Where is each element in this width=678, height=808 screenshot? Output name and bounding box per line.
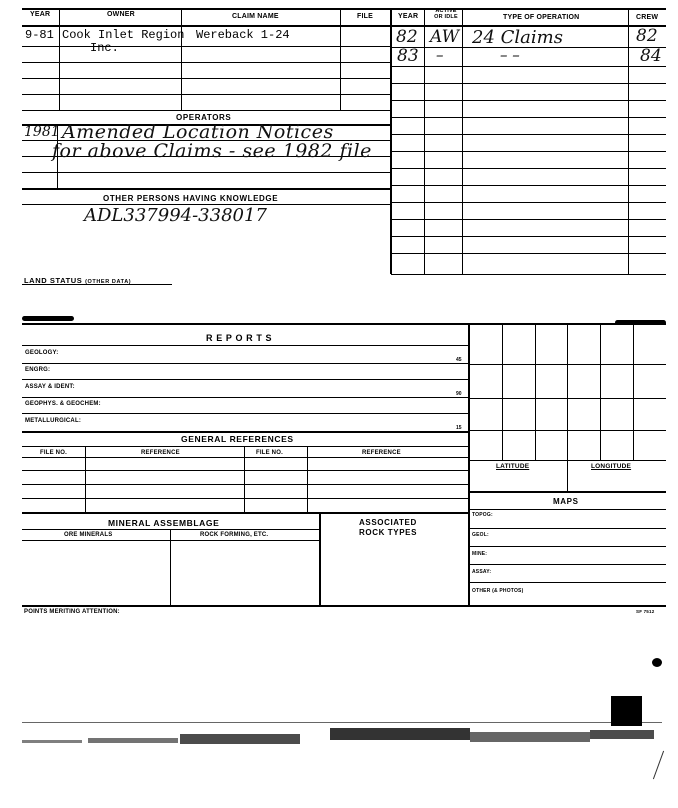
maps-assay: ASSAY: bbox=[472, 569, 492, 575]
header-year: YEAR bbox=[30, 11, 51, 18]
activity-2-year: 83 bbox=[397, 46, 419, 66]
other-persons-value: ADL337994-338017 bbox=[84, 205, 267, 226]
report-metallurgical-label: METALLURGICAL: bbox=[25, 418, 82, 424]
activity-1-status: AW bbox=[430, 27, 460, 47]
header-crew: CREW bbox=[636, 14, 659, 21]
entry-year: 9-81 bbox=[25, 28, 54, 42]
activity-1-year: 82 bbox=[396, 27, 418, 47]
associated-rock-types-line2: ROCK TYPES bbox=[359, 528, 418, 537]
header-type-of-operation: TYPE OF OPERATION bbox=[503, 14, 580, 21]
maps-title: MAPS bbox=[553, 497, 579, 506]
report-engrg-label: ENGRG: bbox=[25, 367, 51, 373]
operators-title: OPERATORS bbox=[176, 113, 232, 122]
form-id: SF 7512 bbox=[636, 609, 655, 614]
rock-forming-label: ROCK FORMING, ETC. bbox=[200, 532, 269, 538]
header-owner: OWNER bbox=[107, 11, 135, 18]
operators-year: 1981 bbox=[24, 124, 60, 140]
activity-1-operation: 24 Claims bbox=[472, 27, 563, 48]
report-geophys-label: GEOPHYS. & GEOCHEM: bbox=[25, 401, 101, 407]
maps-topog: TOPOG: bbox=[472, 512, 493, 518]
gr-col-reference-1: REFERENCE bbox=[141, 450, 180, 456]
activity-2-status: – bbox=[436, 46, 444, 64]
entry-owner-line1: Cook Inlet Region bbox=[62, 28, 185, 42]
operators-note-line1: Amended Location Notices bbox=[62, 121, 334, 143]
entry-owner-line2: Inc. bbox=[90, 41, 119, 55]
header-year-2: YEAR bbox=[398, 13, 419, 20]
mineral-assemblage-title: MINERAL ASSEMBLAGE bbox=[108, 518, 220, 528]
header-file: FILE bbox=[357, 13, 373, 20]
activity-1-crew: 82 bbox=[636, 26, 658, 46]
other-persons-title: OTHER PERSONS HAVING KNOWLEDGE bbox=[103, 194, 279, 203]
associated-rock-types-line1: ASSOCIATED bbox=[359, 518, 417, 527]
ore-minerals-label: ORE MINERALS bbox=[64, 532, 113, 538]
activity-2-operation: – – bbox=[500, 46, 520, 64]
header-claim-name: CLAIM NAME bbox=[232, 13, 279, 20]
general-references-title: GENERAL REFERENCES bbox=[181, 434, 294, 444]
operators-note-line2: for above Claims - see 1982 file bbox=[52, 140, 372, 162]
longitude-label: LONGITUDE bbox=[591, 463, 632, 470]
latitude-label: LATITUDE bbox=[496, 463, 530, 470]
report-assay-label: ASSAY & IDENT: bbox=[25, 384, 75, 390]
land-status-text: LAND STATUS bbox=[24, 276, 83, 285]
header-active-or-idle: ACTIVE OR IDLE bbox=[434, 8, 458, 20]
activity-2-crew: 84 bbox=[640, 46, 662, 66]
maps-other: OTHER (& PHOTOS) bbox=[472, 588, 524, 594]
maps-mine: MINE: bbox=[472, 551, 488, 557]
report-geology-num: 45 bbox=[456, 357, 462, 363]
gr-col-reference-2: REFERENCE bbox=[362, 450, 401, 456]
report-assay-num: 90 bbox=[456, 391, 462, 397]
maps-geol: GEOL: bbox=[472, 532, 489, 538]
gr-col-file-no-2: FILE NO. bbox=[256, 450, 283, 456]
reports-title: R E P O R T S bbox=[206, 333, 273, 343]
report-geology-label: GEOLOGY: bbox=[25, 350, 59, 356]
entry-claim-name: Wereback 1-24 bbox=[196, 28, 290, 42]
report-metallurgical-num: 15 bbox=[456, 425, 462, 431]
points-meriting-attention-label: POINTS MERITING ATTENTION: bbox=[24, 609, 120, 615]
land-status-sub: (OTHER DATA) bbox=[85, 279, 132, 285]
gr-col-file-no-1: FILE NO. bbox=[40, 450, 67, 456]
